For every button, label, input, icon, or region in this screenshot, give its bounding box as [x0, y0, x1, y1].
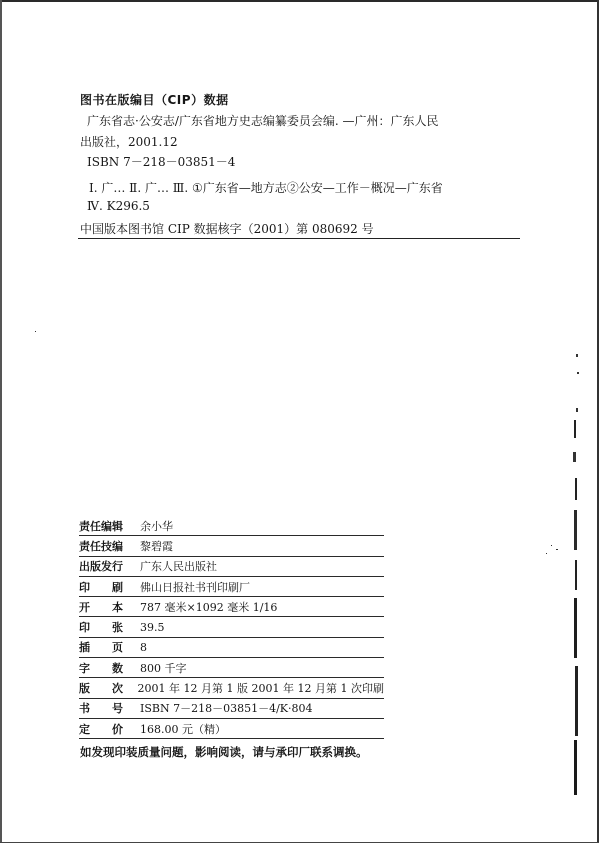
spec-label: 出版发行 — [79, 560, 123, 574]
scan-speck — [546, 553, 547, 554]
spec-value: 787 毫米×1092 毫米 1/16 — [140, 600, 278, 614]
cip-line-subjects: Ⅰ. 广… Ⅱ. 广… Ⅲ. ①广东省—地方志②公安—工作－概况—广东省 — [89, 181, 443, 195]
spec-label: 书 号 — [79, 702, 123, 716]
spec-label: 开 本 — [79, 600, 123, 614]
cip-title: 图书在版编目（CIP）数据 — [80, 93, 229, 107]
spec-label: 定 价 — [79, 722, 123, 736]
spec-value: ISBN 7－218－03851－4/K·804 — [140, 702, 313, 716]
scan-speck — [576, 354, 578, 357]
spec-value: 800 千字 — [140, 661, 187, 675]
scan-shadow-band — [570, 400, 580, 800]
cip-line-title-author: 广东省志·公安志/广东省地方史志编纂委员会编. —广州：广东人民 — [87, 114, 439, 128]
spec-value: 黎碧霞 — [140, 539, 173, 553]
spec-row — [79, 699, 384, 719]
quality-notice: 如发现印装质量问题，影响阅读，请与承印厂联系调换。 — [80, 745, 368, 759]
spec-label: 印 张 — [79, 621, 123, 635]
scan-border-left — [0, 0, 2, 843]
spec-label: 字 数 — [79, 661, 123, 675]
spec-value: 余小华 — [140, 519, 173, 533]
spec-row — [79, 577, 384, 597]
spec-row — [79, 597, 384, 617]
spec-value: 39.5 — [140, 620, 165, 634]
spec-value: 2001 年 12 月第 1 版 2001 年 12 月第 1 次印刷 — [137, 682, 384, 696]
spec-value: 广东人民出版社 — [140, 560, 217, 574]
spec-row — [79, 516, 384, 536]
spec-row — [79, 658, 384, 678]
spec-label: 插 页 — [79, 641, 123, 655]
spec-value: 佛山日报社书刊印刷厂 — [140, 580, 250, 594]
spec-row — [79, 678, 384, 698]
scan-speck — [577, 372, 579, 374]
spec-row — [79, 557, 384, 577]
spec-row — [79, 617, 384, 637]
cip-line-publisher-date: 出版社，2001.12 — [80, 135, 178, 149]
spec-row — [79, 638, 384, 658]
spec-row — [79, 719, 384, 739]
spec-label: 版 次 — [79, 682, 123, 696]
cip-line-record-number: 中国版本图书馆 CIP 数据核字（2001）第 080692 号 — [80, 222, 374, 236]
cip-line-classification: Ⅳ. K296.5 — [87, 199, 150, 213]
scan-border-top — [0, 0, 599, 2]
spec-value: 8 — [140, 640, 147, 654]
scan-speck — [35, 331, 36, 332]
spec-label: 印 刷 — [79, 580, 123, 594]
scan-speck — [551, 545, 552, 546]
cip-line-isbn: ISBN 7－218－03851－4 — [87, 155, 236, 169]
spec-row — [79, 536, 384, 556]
spec-label: 责任编辑 — [79, 519, 123, 533]
spec-label: 责任技编 — [79, 539, 123, 553]
scan-speck — [556, 549, 558, 550]
cip-divider — [78, 238, 520, 239]
publication-specs-table — [79, 516, 384, 739]
spec-value: 168.00 元（精） — [140, 722, 226, 736]
